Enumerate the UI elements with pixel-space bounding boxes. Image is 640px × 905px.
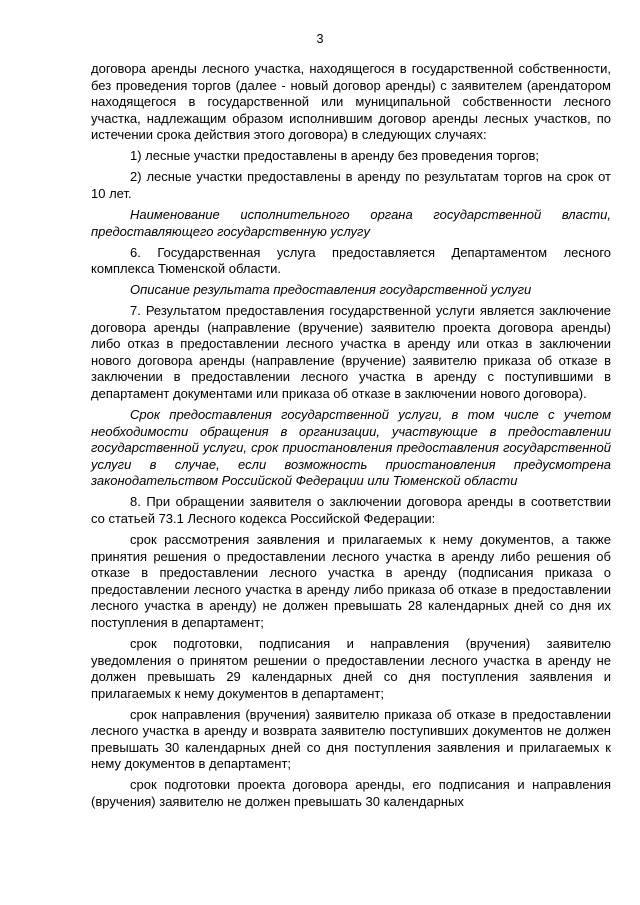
section-heading: Срок предоставления государственной услуги, в том числе с учетом необходимости обращения в организации, участвующие в предоставлении государственной услуги, срок приостановления предоставления государственной услуги в случае, если возможность приостановления предусмотрена законодательством Российской Федерации или Тюменской области: [91, 407, 611, 489]
paragraph: срок рассмотрения заявления и прилагаемых к нему документов, а также принятия решения о предоставлении лесного участка в аренду либо решения об отказе в предоставлении лесного участка в аренду (подписания приказа о предоставлении лесного участка в аренду либо приказа об отказе в предоставлении лесного участка в аренду) не должен превышать 28 календарных дней со дня их поступления в департамент;: [91, 531, 611, 630]
document-body: [91, 61, 611, 815]
list-item: 2) лесные участки предоставлены в аренду по результатам торгов на срок от 10 лет.: [91, 169, 611, 201]
paragraph: 6. Государственная услуга предоставляется Департаментом лесного комплекса Тюменской области.: [91, 244, 611, 277]
paragraph: срок направления (вручения) заявителю приказа об отказе в предоставлении лесного участка в аренду и возврата заявителю поступивших документов не должен превышать 30 календарных дней со дня поступления заявления и прилагаемых к нему документов в департамент;: [91, 706, 611, 772]
list-item: 1) лесные участки предоставлены в аренду без проведения торгов;: [130, 148, 539, 164]
section-heading: Наименование исполнительного органа государственной власти, предоставляющего государственную услугу: [91, 206, 611, 239]
paragraph-continuation: договора аренды лесного участка, находящегося в государственной собственности, без проведения торгов (далее - новый договор аренды) с заявителем (арендатором находящегося в государственной или муниципальной собственности лесного участка, надлежащим образом исполнившим договор аренды лесных участков, по истечении срока действия этого договора) в следующих случаях:: [91, 61, 611, 143]
paragraph: срок подготовки проекта договора аренды, его подписания и направления (вручения) заявителю не должен превышать 30 календарных: [91, 777, 611, 810]
section-heading: Описание результата предоставления государственной услуги: [130, 282, 532, 298]
paragraph: срок подготовки, подписания и направления (вручения) заявителю уведомления о принятом решении о предоставлении лесного участка в аренду не должен превышать 29 календарных дней со дня поступления заявления и прилагаемых к нему документов в департамент;: [91, 635, 611, 701]
paragraph: 7. Результатом предоставления государственной услуги является заключение договора аренды (направление (вручение) заявителю проекта договора аренды) либо отказ в предоставлении лесного участка в аренду или отказ в заключении нового договора аренды (направление (вручение) заявителю приказа об отказе в заключении в предоставлении лесного участка в аренду с поступившими в департамент документами или приказа об отказе в заключении нового договора).: [91, 303, 611, 402]
page-number: 3: [316, 32, 324, 46]
paragraph: 8. При обращении заявителя о заключении договора аренды в соответствии со статьей 73.1 Лесного кодекса Российской Федерации:: [91, 494, 611, 526]
